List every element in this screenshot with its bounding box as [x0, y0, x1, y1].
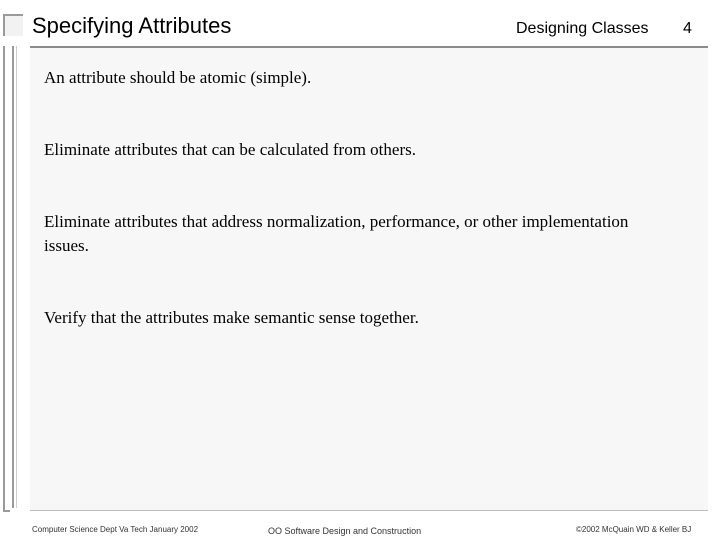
slide-title: Specifying Attributes: [32, 13, 232, 38]
content-panel: [30, 48, 708, 510]
section-title: Designing Classes: [516, 20, 649, 37]
left-frame-bar: [3, 46, 10, 512]
left-frame-line: [12, 46, 14, 508]
footer-divider: [30, 510, 708, 511]
bullet-item: Verify that the attributes make semantic sense together.: [44, 308, 419, 327]
bullet-item: Eliminate attributes that can be calculated from others.: [44, 140, 416, 159]
bullet-item: An attribute should be atomic (simple).: [44, 68, 312, 87]
footer-copyright: ©2002 McQuain WD & Keller BJ: [576, 525, 692, 534]
left-frame-thin-line: [16, 46, 17, 508]
footer-course: OO Software Design and Construction: [268, 526, 422, 536]
corner-frame-decoration: [3, 14, 23, 36]
slide-number: 4: [683, 20, 692, 37]
bullet-item: Eliminate attributes that address normalization, performance, or other implementation issues.: [44, 212, 629, 255]
footer-department: Computer Science Dept Va Tech January 2002: [32, 525, 199, 534]
